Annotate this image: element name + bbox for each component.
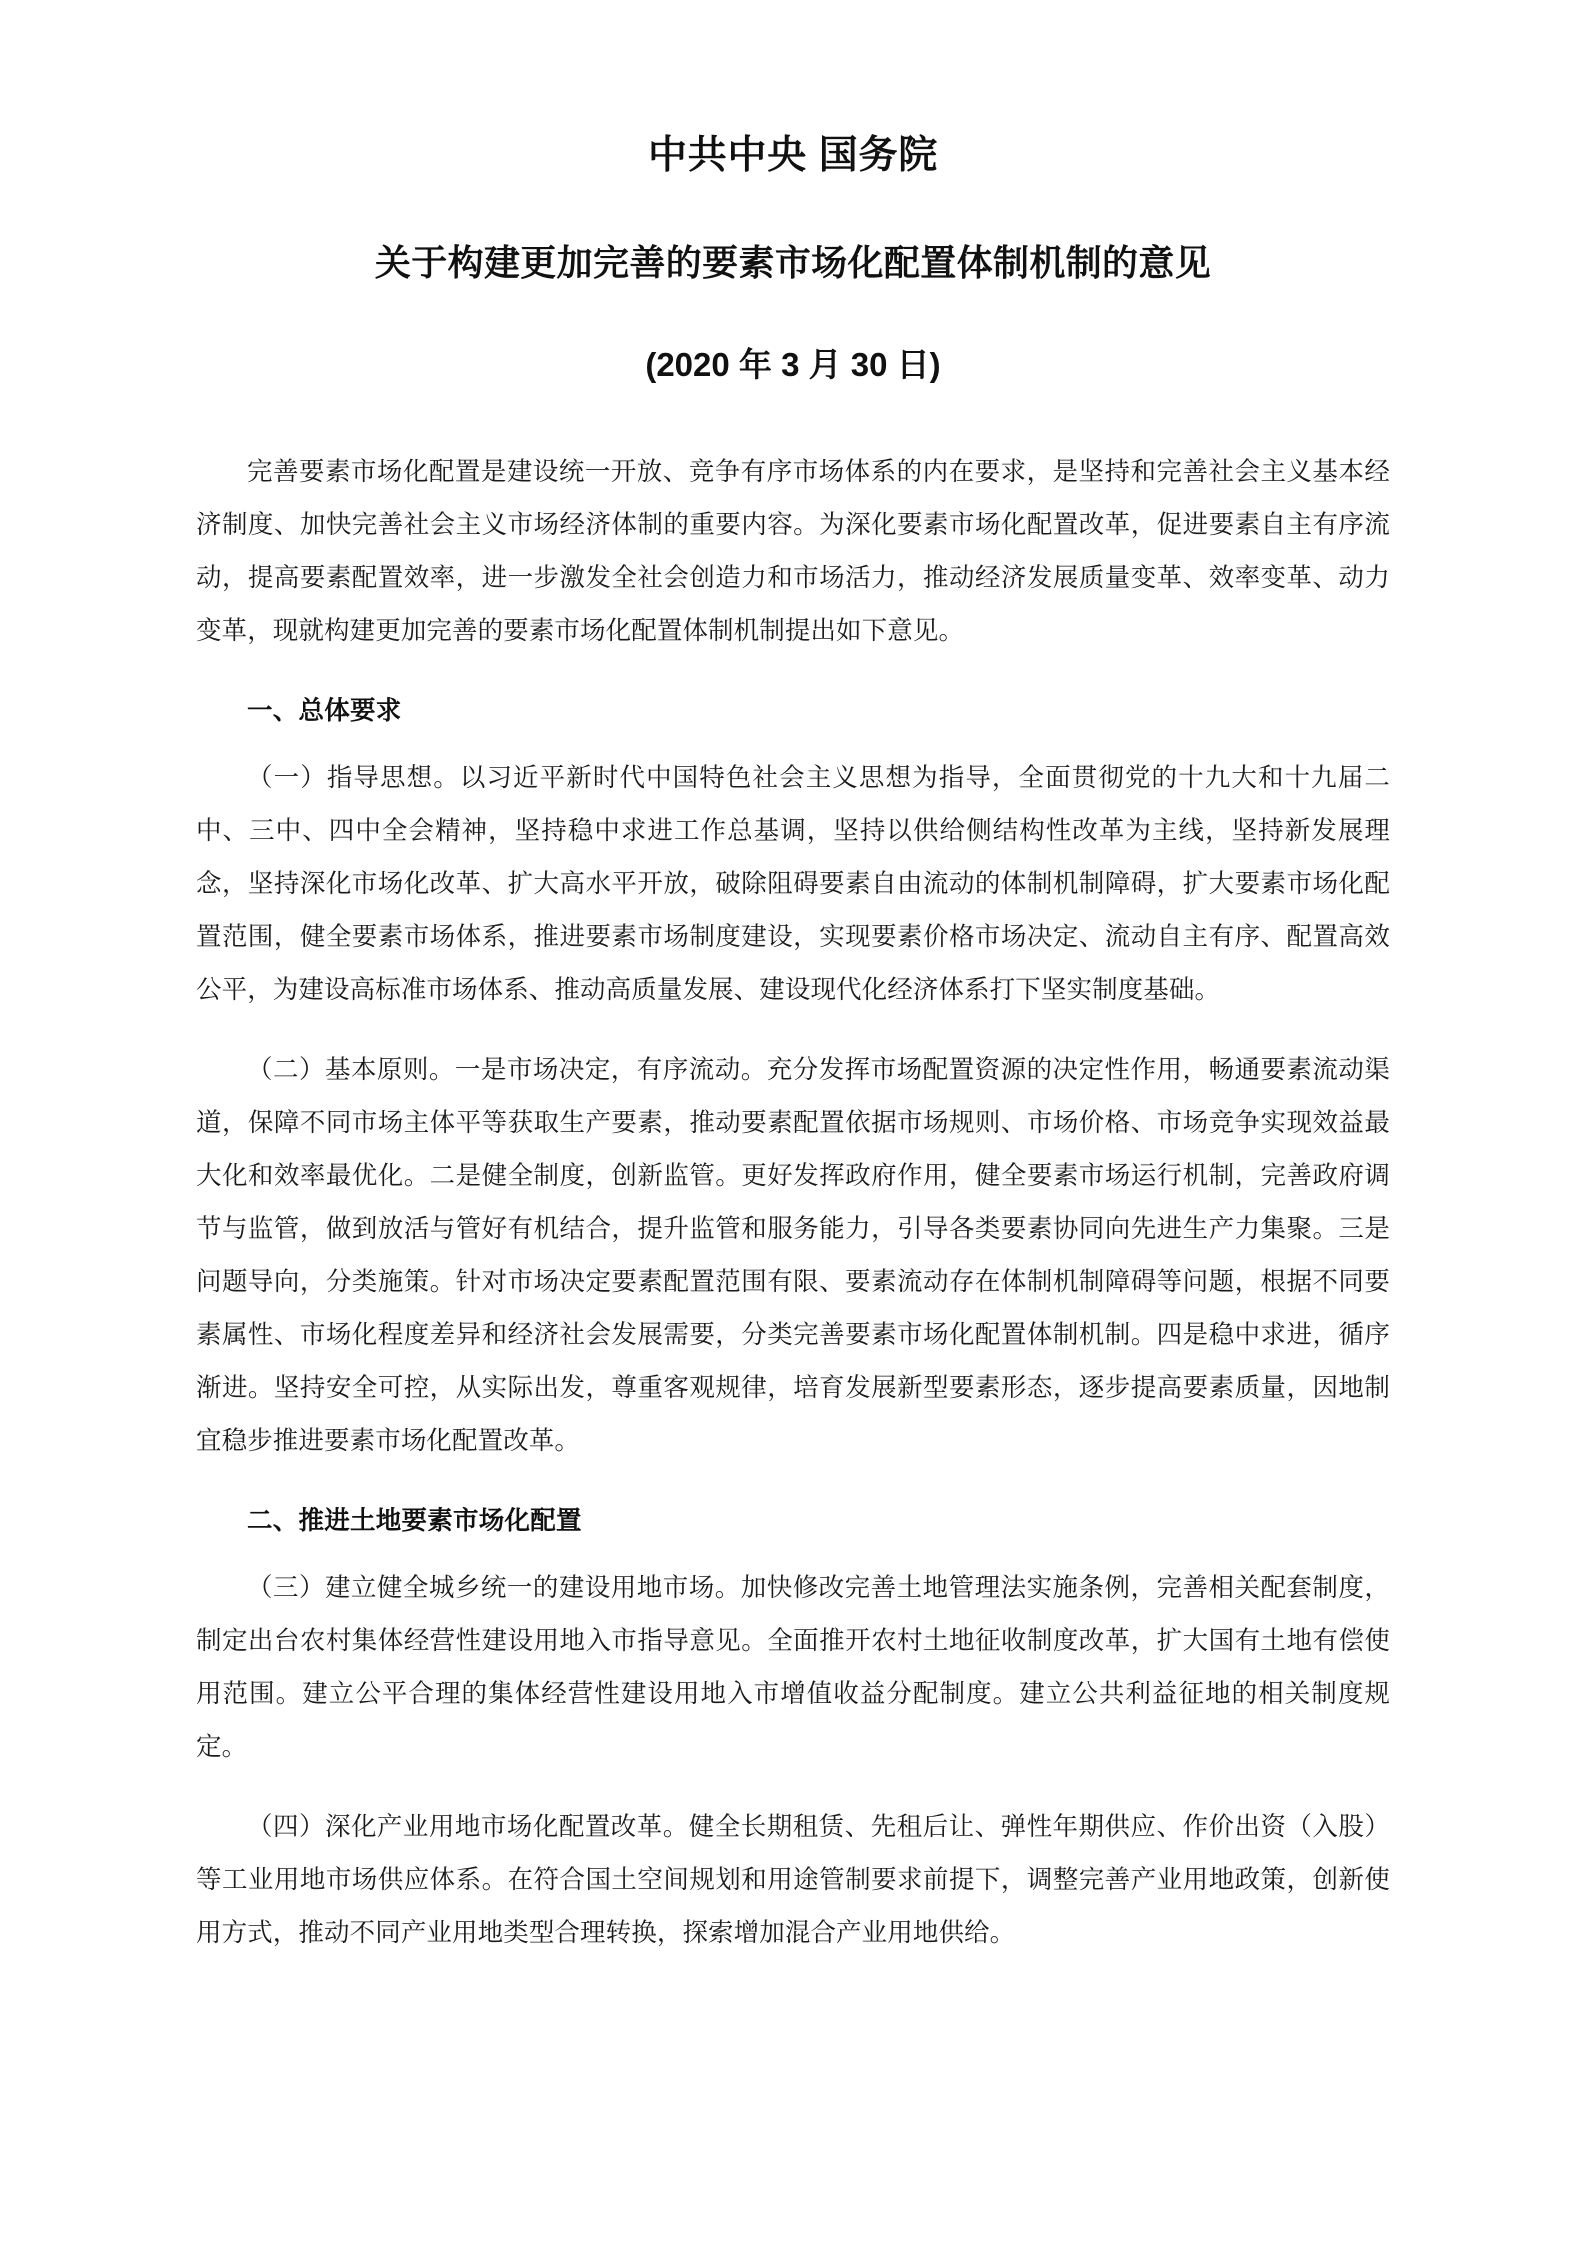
section-heading-2: 二、推进土地要素市场化配置 [247, 1506, 582, 1535]
document-body [196, 446, 1390, 1960]
section-heading-1: 一、总体要求 [247, 696, 402, 725]
document-title-block [196, 0, 1390, 388]
document-date: (2020 年 3 月 30 日) [645, 346, 941, 384]
preamble-paragraph: 完善要素市场化配置是建设统一开放、竞争有序市场体系的内在要求，是坚持和完善社会主义基本经济制度、加快完善社会主义市场经济体制的重要内容。为深化要素市场化配置改革，促进要素自主有序流动，提高要素配置效率，进一步激发全社会创造力和市场活力，推动经济发展质量变革、效率变革、动力变革，现就构建更加完善的要素市场化配置体制机制提出如下意见。 [196, 457, 1390, 645]
page-title-issuer: 中共中央 国务院 [647, 134, 939, 177]
section-2-paragraph-1: （三）建立健全城乡统一的建设用地市场。加快修改完善土地管理法实施条例，完善相关配套制度，制定出台农村集体经营性建设用地入市指导意见。全面推开农村土地征收制度改革，扩大国有土地有偿使用范围。建立公平合理的集体经营性建设用地入市增值收益分配制度。建立公共利益征地的相关制度规定。 [196, 1573, 1390, 1761]
page-title-subject: 关于构建更加完善的要素市场化配置体制机制的意见 [374, 241, 1212, 283]
section-1-paragraph-1: （一）指导思想。以习近平新时代中国特色社会主义思想为指导，全面贯彻党的十九大和十九届二中、三中、四中全会精神，坚持稳中求进工作总基调，坚持以供给侧结构性改革为主线，坚持新发展理念，坚持深化市场化改革、扩大高水平开放，破除阻碍要素自由流动的体制机制障碍，扩大要素市场化配置范围，健全要素市场体系，推进要素市场制度建设，实现要素价格市场决定、流动自主有序、配置高效公平，为建设高标准市场体系、推动高质量发展、建设现代化经济体系打下坚实制度基础。 [196, 763, 1390, 1004]
section-2-paragraph-2: （四）深化产业用地市场化配置改革。健全长期租赁、先租后让、弹性年期供应、作价出资（入股）等工业用地市场供应体系。在符合国土空间规划和用途管制要求前提下，调整完善产业用地政策，创新使用方式，推动不同产业用地类型合理转换，探索增加混合产业用地供给。 [196, 1812, 1390, 1947]
section-1-paragraph-2: （二）基本原则。一是市场决定，有序流动。充分发挥市场配置资源的决定性作用，畅通要素流动渠道，保障不同市场主体平等获取生产要素，推动要素配置依据市场规则、市场价格、市场竞争实现效益最大化和效率最优化。二是健全制度，创新监管。更好发挥政府作用，健全要素市场运行机制，完善政府调节与监管，做到放活与管好有机结合，提升监管和服务能力，引导各类要素协同向先进生产力集聚。三是问题导向，分类施策。针对市场决定要素配置范围有限、要素流动存在体制机制障碍等问题，根据不同要素属性、市场化程度差异和经济社会发展需要，分类完善要素市场化配置体制机制。四是稳中求进，循序渐进。坚持安全可控，从实际出发，尊重客观规律，培育发展新型要素形态，逐步提高要素质量，因地制宜稳步推进要素市场化配置改革。 [196, 1055, 1390, 1455]
